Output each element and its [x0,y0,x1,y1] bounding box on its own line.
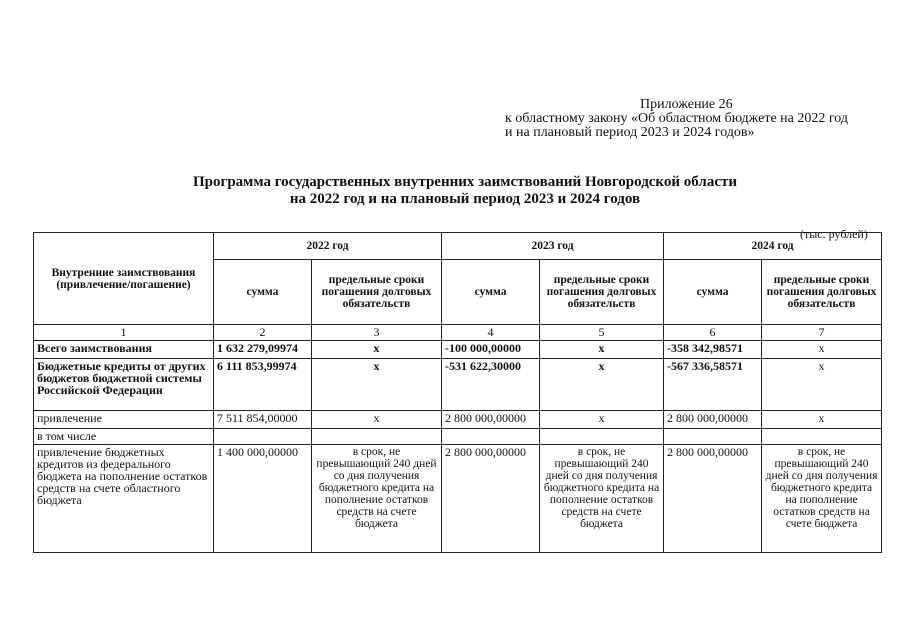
col-number: 5 [540,325,664,341]
cell-term: в срок, не превышающий 240 дней со дня получения бюджетного кредита на пополнение остатков средств на счете бюджета [762,445,882,553]
cell-term [762,429,882,445]
cell-term: х [762,341,882,359]
header-term-2022: предельные сроки погашения долговых обязательств [312,260,442,325]
header-year-2022: 2022 год [214,233,442,260]
title-line-2: на 2022 год и на плановый период 2023 и 2024 годов [289,191,641,207]
cell-term: х [540,411,664,429]
cell-term [312,429,442,445]
appendix-law-line: к областному закону «Об областном бюджете на 2022 год [505,111,848,126]
appendix-period-line: и на плановый период 2023 и 2024 годов» [505,125,755,140]
cell-term: х [312,341,442,359]
cell-sum: 2 800 000,00000 [664,411,762,429]
header-term-2024: предельные сроки погашения долговых обязательств [762,260,882,325]
header-year-2024: 2024 год [664,233,882,260]
header-year-2023: 2023 год [442,233,664,260]
header-borrowings: Внутренние заимствования (привлечение/погашение) [34,233,214,325]
col-number: 6 [664,325,762,341]
borrowings-table [33,232,882,553]
row-label: привлечение [34,411,214,429]
cell-sum: 2 800 000,00000 [442,411,540,429]
header-sum-2024: сумма [664,260,762,325]
cell-term: х [312,359,442,411]
cell-term: х [540,359,664,411]
appendix-number: Приложение 26 [640,97,733,112]
cell-term: х [762,359,882,411]
header-sum-2023: сумма [442,260,540,325]
cell-term: в срок, не превышающий 240 дней со дня получения бюджетного кредита на пополнение остатков средств на счете бюджета [540,445,664,553]
row-label: Бюджетные кредиты от других бюджетов бюджетной системы Российской Федерации [34,359,214,411]
row-label: Всего заимствования [34,341,214,359]
cell-sum: 2 800 000,00000 [664,445,762,553]
table-row [34,411,882,429]
col-number: 2 [214,325,312,341]
col-number: 4 [442,325,540,341]
header-sum-2022: сумма [214,260,312,325]
cell-sum [664,429,762,445]
header-term-2023: предельные сроки погашения долговых обязательств [540,260,664,325]
col-number: 7 [762,325,882,341]
cell-sum: 2 800 000,00000 [442,445,540,553]
cell-sum: -358 342,98571 [664,341,762,359]
cell-sum: 1 400 000,00000 [214,445,312,553]
cell-sum: 6 111 853,99974 [214,359,312,411]
cell-term: в срок, не превышающий 240 дней со дня получения бюджетного кредита на пополнение остатков средств на счете бюджета [312,445,442,553]
title-line-1: Программа государственных внутренних заимствований Новгородской области [193,174,737,190]
cell-sum: 1 632 279,09974 [214,341,312,359]
cell-sum [442,429,540,445]
cell-term: х [312,411,442,429]
appendix-header [505,98,848,140]
document-title [130,174,800,208]
cell-sum: -567 336,58571 [664,359,762,411]
cell-sum: -531 622,30000 [442,359,540,411]
cell-sum: -100 000,00000 [442,341,540,359]
row-label: в том числе [34,429,214,445]
table-row [34,429,882,445]
col-number: 3 [312,325,442,341]
cell-sum: 7 511 854,00000 [214,411,312,429]
col-number: 1 [34,325,214,341]
units-note: (тыс. рублей) [800,227,868,241]
cell-sum [214,429,312,445]
table-row [34,341,882,359]
table-row [34,359,882,411]
cell-term: х [540,341,664,359]
cell-term [540,429,664,445]
cell-term: х [762,411,882,429]
table-row [34,445,882,553]
row-label: привлечение бюджетных кредитов из федерального бюджета на пополнение остатков средств на счете областного бюджета [34,445,214,553]
